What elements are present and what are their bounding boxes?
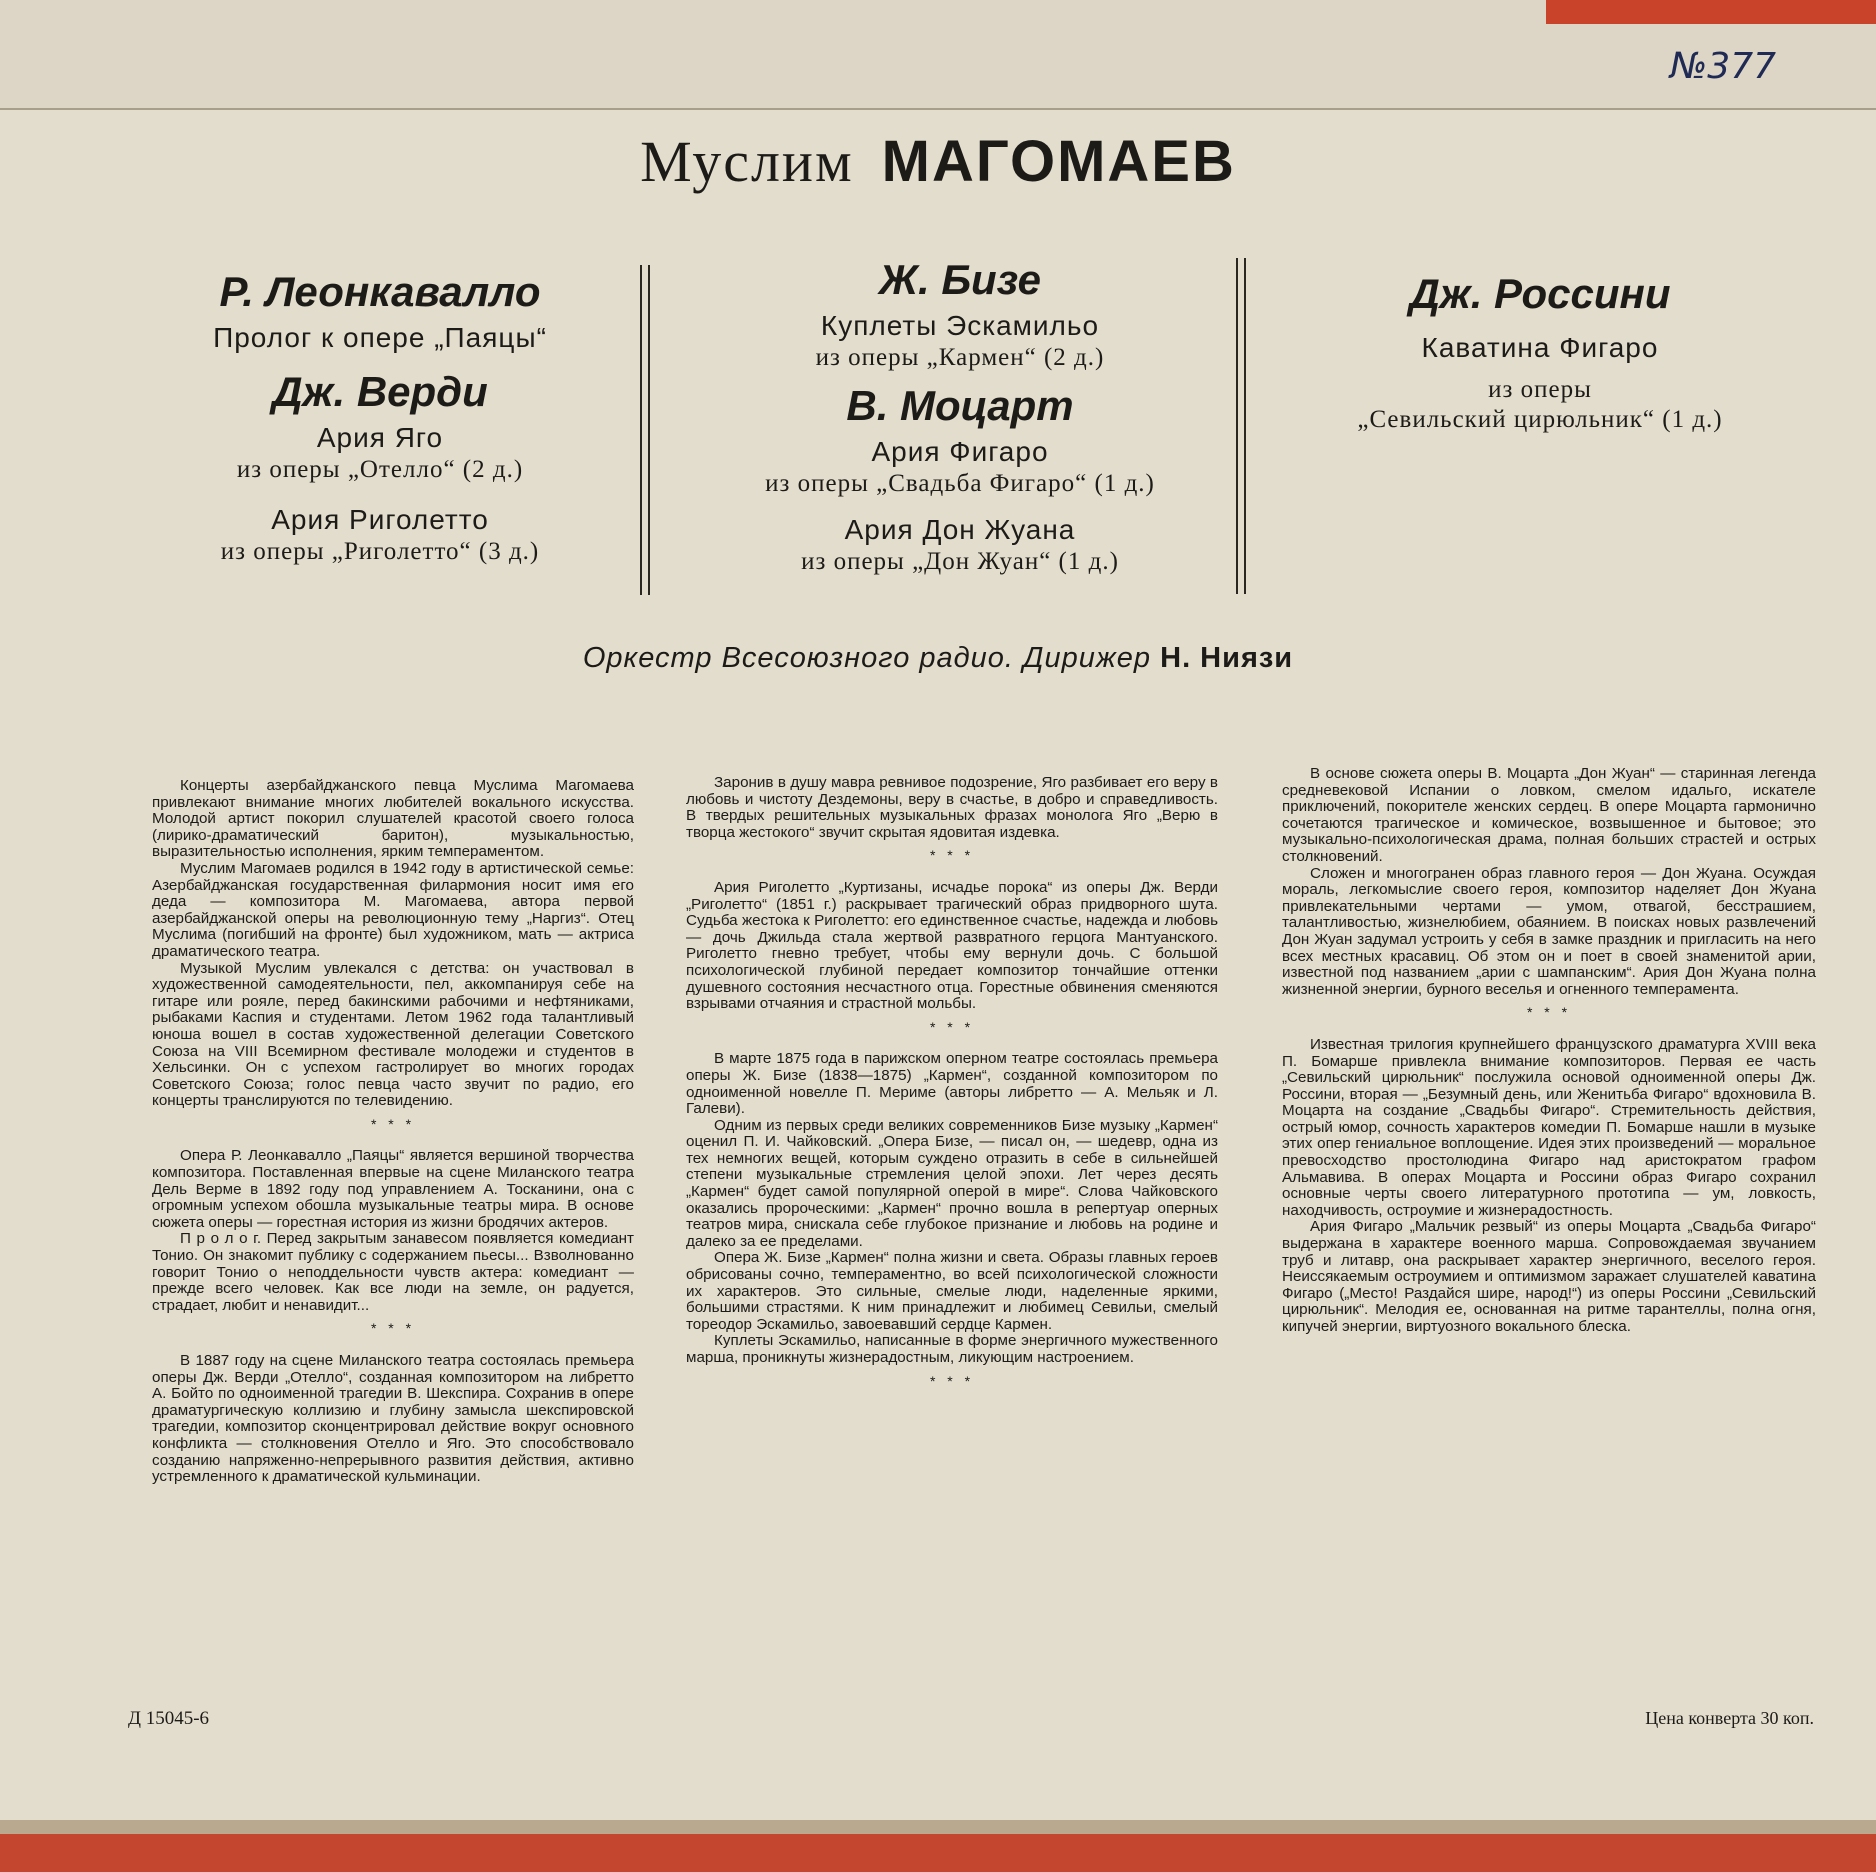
section-separator: * * * xyxy=(929,1018,975,1035)
note-paragraph: В 1887 году на сцене Миланского театра состоялась премьера оперы Дж. Верди „Отелло“, созданная композитором на либретто А. Бойто по одноименной трагедии В. Шекспира. Сохранив в опере драматургическую коллизию и глубину замысла шекспировской трагедии, композитор сконцентрировал действие вокруг основного конфликта — столкновения Отелло и Яго. Это способствовало созданию напряженно-непрерывного развития действия, активно устремленного к драматической кульминации. xyxy=(152,1352,634,1486)
composer-rossini: Дж. Россини xyxy=(1409,270,1671,317)
note-paragraph: Ария Риголетто „Куртизаны, исчадье порока“ из оперы Дж. Верди „Риголетто“ (1851 г.) раскрывает трагический образ придворного шута. Судьба жестока к Риголетто: его единственное счастье, надежда и любовь — дочь Джильда стала жертвой развратного герцога Мантуанского. Риголетто гневно требует, чтобы ему вернули дочь. С большой психологической глубиной передает композитор тончайшие оттенки душевного состояния несчастного отца. Горестные обвинения сменяются взрывами отчаяния и страстной мольбы. xyxy=(686,878,1218,1013)
notes-column-1 xyxy=(152,778,634,1486)
note-paragraph: Музыкой Муслим увлекался с детства: он участвовал в художественной самодеятельности, пел, аккомпанируя себе на гитаре или рояле, перед бакинскими рабочими и нефтяниками, рыбаками Каспия и студентами. Летом 1962 года талантливый юноша вошел в состав художественной делегации Советского Союза на VIII Всемирном фестивале молодежи и студентов в Хельсинки. Он с успехом гастролирует во многих городах Советского Союза; голос певца часто звучит по радио, его концерты транслируются по телевидению. xyxy=(152,959,634,1110)
program-column-1 xyxy=(150,268,610,566)
section-separator: * * * xyxy=(370,1115,416,1132)
section-separator: * * * xyxy=(929,1372,975,1389)
red-edge-bottom xyxy=(0,1820,1876,1872)
note-paragraph: В основе сюжета оперы В. Моцарта „Дон Жуан“ — старинная легенда средневековой Испании о ловком, смелом идальго, искателе приключений, покорителе женских сердец. В опере Моцарта гармонично сочетаются трагическое и комическое, возвышенное и бытовое; это музыкально-психологическая драма, полная больших страстей и острых столкновений. xyxy=(1282,765,1816,865)
sleeve-price: Цена конверта 30 коп. xyxy=(1645,1708,1814,1728)
piece-iago-source: из оперы „Отелло“ (2 д.) xyxy=(236,456,524,483)
artist-first-name: Муслим xyxy=(640,129,854,194)
note-paragraph: Ария Фигаро „Мальчик резвый“ из оперы Моцарта „Свадьба Фигаро“ выдержана в характере военного марша. Сопровождаемая звучанием труб и литавр, она раскрывает характер энергичного, веселого героя. Неиссякаемым остроумием и оптимизмом заражает слушателей каватина Фигаро („Место! Раздайся шире, народ!“) из оперы Россини „Севильский цирюльник“. Мелодия ее, основанная на ритме тарантеллы, полна огня, кипучей энергии, виртуозного вокального блеска. xyxy=(1282,1218,1816,1335)
conductor-name: Н. Ниязи xyxy=(1160,642,1294,674)
note-paragraph: В марте 1875 года в парижском оперном театре состоялась премьера оперы Ж. Бизе (1838—1875) „Кармен“, созданной композитором по одноименной новелле П. Мериме (авторы либретто — А. Мельяк и Л. Галеви). xyxy=(686,1050,1218,1118)
album-title xyxy=(0,128,1876,195)
notes-column-2 xyxy=(686,775,1218,1405)
program-column-2 xyxy=(680,256,1240,576)
piece-figaro-source: из оперы „Свадьба Фигаро“ (1 д.) xyxy=(765,470,1155,497)
note-paragraph: Опера Ж. Бизе „Кармен“ полна жизни и света. Образы главных героев обрисованы сочно, темпераментно, во всей психологической сложности их характеров. Это сильные, смелые люди, наделенные яркими, большими страстями. К ним принадлежит и любимец Севильи, смелый тореодор Эскамильо, завоевавший сердце Кармен. xyxy=(686,1249,1218,1333)
note-paragraph: Известная трилогия крупнейшего французского драматурга XVIII века П. Бомарше привлекла внимание композиторов. Первая ее часть „Севильский цирюльник“ послужила основой одноименной оперы Дж. Россини, вторая — „Безумный день, или Женитьба Фигаро“ вдохновила В. Моцарта на создание „Свадьбы Фигаро“. Стремительность действия, острый юмор, сочность характеров комедии П. Бомарше нашли в музыке этих опер гениальное воплощение. Идея этих произведений — моральное превосходство простолюдина Фигаро над аристократом графом Альмавива. В операх Моцарта и Россини образ Фигаро сохранил основные черты своего литературного прототипа — ум, ловкость, находчивость, остроумие и жизнерадостность. xyxy=(1282,1035,1816,1219)
piece-prologue: Пролог к опере „Паяцы“ xyxy=(213,322,547,353)
note-paragraph: Сложен и многогранен образ главного героя — Дон Жуана. Осуждая мораль, легкомыслие своего героя, композитор наделяет Дон Жуана привлекательными чертами — умом, отвагой, бесстрашием, талантливостью, жизнелюбием, обаянием. В поисках новых развлечений Дон Жуан задумал устроить у себя в замке праздник и пригласить на него всех местных красавиц. Об этом он и поет в своей знаменитой арии, известной под названием „арии с шампанским“. Ария Дон Жуана полна жизненной энергии, бурного веселья и огненного темперамента. xyxy=(1282,864,1816,998)
composer-verdi: Дж. Верди xyxy=(272,368,488,415)
note-paragraph: Муслим Магомаев родился в 1942 году в артистической семье: Азербайджанская государственная филармония носит имя его деда — композитора М. Магомаева, автора первой азербайджанской оперы на революционную тему „Наргиз“. Отец Муслима (погибший на фронте) был художником, мать — актриса драматического театра. xyxy=(152,859,634,960)
orchestra-text: Оркестр Всесоюзного радио. Дирижер xyxy=(582,642,1152,674)
piece-escamillo: Куплеты Эскамильо xyxy=(820,310,1100,341)
catalog-number: Д 15045-6 xyxy=(128,1708,210,1729)
piece-don-giovanni-aria: Ария Дон Жуана xyxy=(844,514,1076,545)
program-column-3 xyxy=(1310,270,1770,434)
column-divider-2 xyxy=(1236,258,1246,594)
note-paragraph: Заронив в душу мавра ревнивое подозрение, Яго разбивает его веру в любовь и чистоту Дездемоны, веру в счастье, в добро и справедливость. В твердых решительных музыкальных фразах монолога Яго „Верю в творца жестокого“ звучит скрытая ядовитая издевка. xyxy=(686,774,1218,841)
section-separator: * * * xyxy=(929,847,975,864)
piece-escamillo-source: из оперы „Кармен“ (2 д.) xyxy=(815,344,1105,371)
piece-don-giovanni-source: из оперы „Дон Жуан“ (1 д.) xyxy=(801,548,1119,575)
artist-last-name: МАГОМАЕВ xyxy=(881,129,1236,194)
note-paragraph: Одним из первых среди великих современников Бизе музыку „Кармен“ оценил П. И. Чайковский. „Опера Бизе, — писал он, — шедевр, одна из тех немногих вещей, которым суждено отразить в себе в сильнейшей степени музыкальные стремления целой эпохи. Лет через десять „Кармен“ будет самой популярной оперой в мире“. Слова Чайковского оказались пророческими: „Кармен“ прочно вошла в репертуар оперных театров мира, снискала себе глубокое признание и любовь на родине и далеко за ее пределами. xyxy=(686,1116,1218,1250)
piece-figaro-aria: Ария Фигаро xyxy=(871,436,1049,467)
note-paragraph: П р о л о г. Перед закрытым занавесом появляется комедиант Тонио. Он знакомит публику с содержанием пьесы... Взволнованно говорит Тонио о неподдельности чувств актера: комедиант — прежде всего человек. Как все люди на земле, он радуется, страдает, любит и ненавидит... xyxy=(152,1230,634,1314)
orchestra-credit xyxy=(0,642,1876,675)
composer-bizet: Ж. Бизе xyxy=(879,256,1041,303)
section-separator: * * * xyxy=(1526,1004,1572,1021)
composer-leoncavallo: Р. Леонкавалло xyxy=(219,268,541,315)
composer-mozart: В. Моцарт xyxy=(846,382,1074,429)
piece-cavatina-source-a: из оперы xyxy=(1488,376,1592,403)
piece-rigoletto-aria: Ария Риголетто xyxy=(271,504,489,535)
column-divider-1 xyxy=(640,265,650,595)
note-paragraph: Куплеты Эскамильо, написанные в форме энергичного мужественного марша, проникнуты жизнерадостным, ликующим настроением. xyxy=(686,1332,1218,1366)
red-edge-top xyxy=(1546,0,1876,24)
piece-rigoletto-source: из оперы „Риголетто“ (3 д.) xyxy=(220,538,540,565)
note-paragraph: Концерты азербайджанского певца Муслима Магомаева привлекают внимание многих любителей вокального искусства. Молодой артист покорил слушателей красотой своего голоса (лирико-драматический баритон), музыкальностью, выразительностью исполнения, ярким темпераментом. xyxy=(152,777,634,861)
section-separator: * * * xyxy=(370,1320,416,1337)
piece-iago-aria: Ария Яго xyxy=(316,422,444,453)
handwritten-catalog-number: №377 xyxy=(1669,46,1776,87)
piece-cavatina: Каватина Фигаро xyxy=(1421,332,1659,363)
note-paragraph: Опера Р. Леонкавалло „Паяцы“ является вершиной творчества композитора. Поставленная впервые на сцене Миланского театра Дель Верме в 1892 году под управлением А. Тосканини, она с огромным успехом обошла музыкальные театры мира. В основе сюжета оперы — горестная история из жизни бродячих актеров. xyxy=(152,1147,634,1231)
notes-column-3 xyxy=(1282,766,1816,1336)
piece-cavatina-source-b: „Севильский цирюльник“ (1 д.) xyxy=(1357,406,1723,433)
